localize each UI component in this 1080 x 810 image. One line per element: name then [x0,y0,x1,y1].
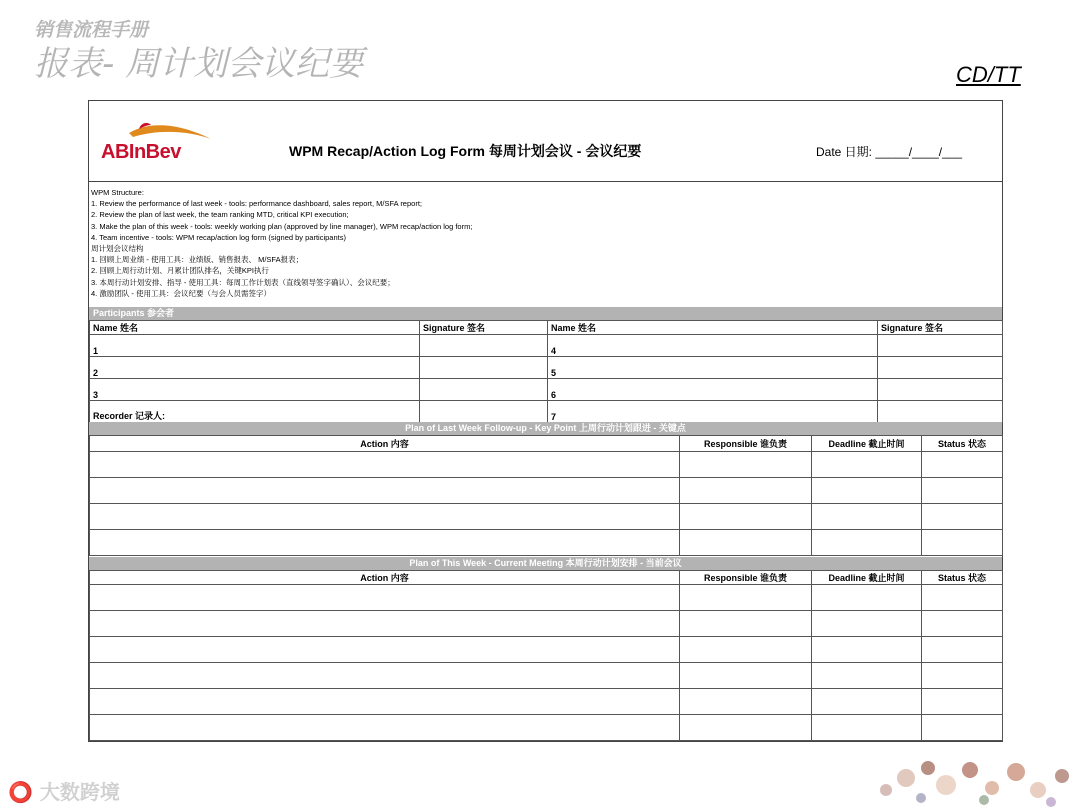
this-week-band: Plan of This Week - Current Meeting 本周行动计划安排 - 当前会议 [89,557,1002,570]
structure-line: 1. Review the performance of last week - tools: performance dashboard, sales report, M/SFA report; [91,199,422,209]
deadline-cell[interactable] [812,478,922,504]
slide-subtitle: 销售流程手册 [34,19,149,41]
responsible-header: Responsible 谁负责 [680,436,812,452]
action-cell[interactable] [90,504,680,530]
status-cell[interactable] [922,715,1003,741]
deadline-header: Deadline 截止时间 [812,436,922,452]
deadline-cell[interactable] [812,585,922,611]
responsible-cell[interactable] [680,585,812,611]
wpm-structure [91,187,996,299]
date-field[interactable]: Date 日期: _____/____/___ [816,145,963,159]
structure-line: 1. 回顾上周业绩 - 使用工具：业绩版、销售报表、 M/SFA报表； [91,255,304,265]
participant-signature-cell[interactable] [878,335,1003,357]
action-cell[interactable] [90,663,680,689]
participant-name-cell[interactable]: 5 [548,357,878,379]
deadline-cell[interactable] [812,663,922,689]
structure-line: 3. 本周行动计划安排、指导 - 使用工具：每周工作计划表（直线领导签字确认）、会议纪要； [91,277,395,287]
status-cell[interactable] [922,452,1003,478]
slide-code: CD/TT [956,62,1021,87]
participant-signature-cell[interactable] [420,357,548,379]
form-title: WPM Recap/Action Log Form 每周计划会议 - 会议纪要 [289,143,642,159]
structure-line: 3. Make the plan of this week - tools: weekly working plan (approved by line manager), WPM recap/action log form; [91,221,473,231]
structure-line: 4. Team incentive - tools: WPM recap/action log form (signed by participants) [91,232,346,242]
participant-signature-cell[interactable] [878,379,1003,401]
participant-signature-cell[interactable] [420,401,548,423]
participant-name-cell[interactable]: 6 [548,379,878,401]
name-header: Name 姓名 [90,321,420,335]
participants-band: Participants 参会者 [89,307,1002,320]
responsible-cell[interactable] [680,663,812,689]
participant-name-cell[interactable]: 3 [90,379,420,401]
responsible-cell[interactable] [680,637,812,663]
structure-line: WPM Structure: [91,188,144,197]
watermark-text: 大数跨境 [39,780,120,804]
status-header: Status 状态 [922,571,1003,585]
action-cell[interactable] [90,637,680,663]
deadline-cell[interactable] [812,504,922,530]
action-cell[interactable] [90,715,680,741]
watermark-logo-icon: ⭕ [8,780,33,804]
structure-line: 2. Review the plan of last week, the team ranking MTD, critical KPI execution; [91,210,349,220]
participant-name-cell[interactable]: 1 [90,335,420,357]
action-header: Action 内容 [90,571,680,585]
floral-decoration-icon [866,740,1080,810]
deadline-cell[interactable] [812,611,922,637]
action-cell[interactable] [90,585,680,611]
wpm-form [88,100,1003,742]
status-cell[interactable] [922,689,1003,715]
participants-table [89,320,1003,423]
status-cell[interactable] [922,530,1003,556]
participant-name-cell[interactable]: 7 [548,401,878,423]
deadline-cell[interactable] [812,452,922,478]
participant-signature-cell[interactable] [878,401,1003,423]
responsible-cell[interactable] [680,689,812,715]
deadline-cell[interactable] [812,637,922,663]
recorder-cell[interactable]: Recorder 记录人: [90,401,420,423]
responsible-cell[interactable] [680,611,812,637]
participant-signature-cell[interactable] [420,379,548,401]
participant-signature-cell[interactable] [878,357,1003,379]
status-cell[interactable] [922,478,1003,504]
status-cell[interactable] [922,585,1003,611]
status-cell[interactable] [922,663,1003,689]
responsible-cell[interactable] [680,452,812,478]
logo-text: ABInBev [101,141,181,163]
structure-line: 4. 激励团队 - 使用工具：会议纪要（与会人员需签字） [91,288,272,298]
name-header: Name 姓名 [548,321,878,335]
structure-line: 2. 回顾上周行动计划、月累计团队排名，关键KPI执行 [91,266,269,276]
action-cell[interactable] [90,478,680,504]
form-header [89,101,1002,182]
responsible-header: Responsible 谁负责 [680,571,812,585]
deadline-cell[interactable] [812,530,922,556]
responsible-cell[interactable] [680,715,812,741]
structure-line: 周计划会议结构 [91,244,144,254]
deadline-cell[interactable] [812,689,922,715]
watermark [8,776,120,805]
responsible-cell[interactable] [680,530,812,556]
status-header: Status 状态 [922,436,1003,452]
participant-name-cell[interactable]: 4 [548,335,878,357]
action-header: Action 内容 [90,436,680,452]
deadline-cell[interactable] [812,715,922,741]
action-cell[interactable] [90,530,680,556]
responsible-cell[interactable] [680,478,812,504]
last-week-table [89,435,1003,556]
status-cell[interactable] [922,637,1003,663]
responsible-cell[interactable] [680,504,812,530]
this-week-table [89,570,1003,741]
participant-signature-cell[interactable] [420,335,548,357]
action-cell[interactable] [90,452,680,478]
last-week-band: Plan of Last Week Follow-up - Key Point 上周行动计划跟进 - 关键点 [89,422,1002,435]
status-cell[interactable] [922,504,1003,530]
status-cell[interactable] [922,611,1003,637]
signature-header: Signature 签名 [420,321,548,335]
signature-header: Signature 签名 [878,321,1003,335]
participant-name-cell[interactable]: 2 [90,357,420,379]
action-cell[interactable] [90,689,680,715]
abinbev-logo [99,119,219,163]
deadline-header: Deadline 截止时间 [812,571,922,585]
slide-title: 报表- 周计划会议纪要 [34,44,364,84]
action-cell[interactable] [90,611,680,637]
